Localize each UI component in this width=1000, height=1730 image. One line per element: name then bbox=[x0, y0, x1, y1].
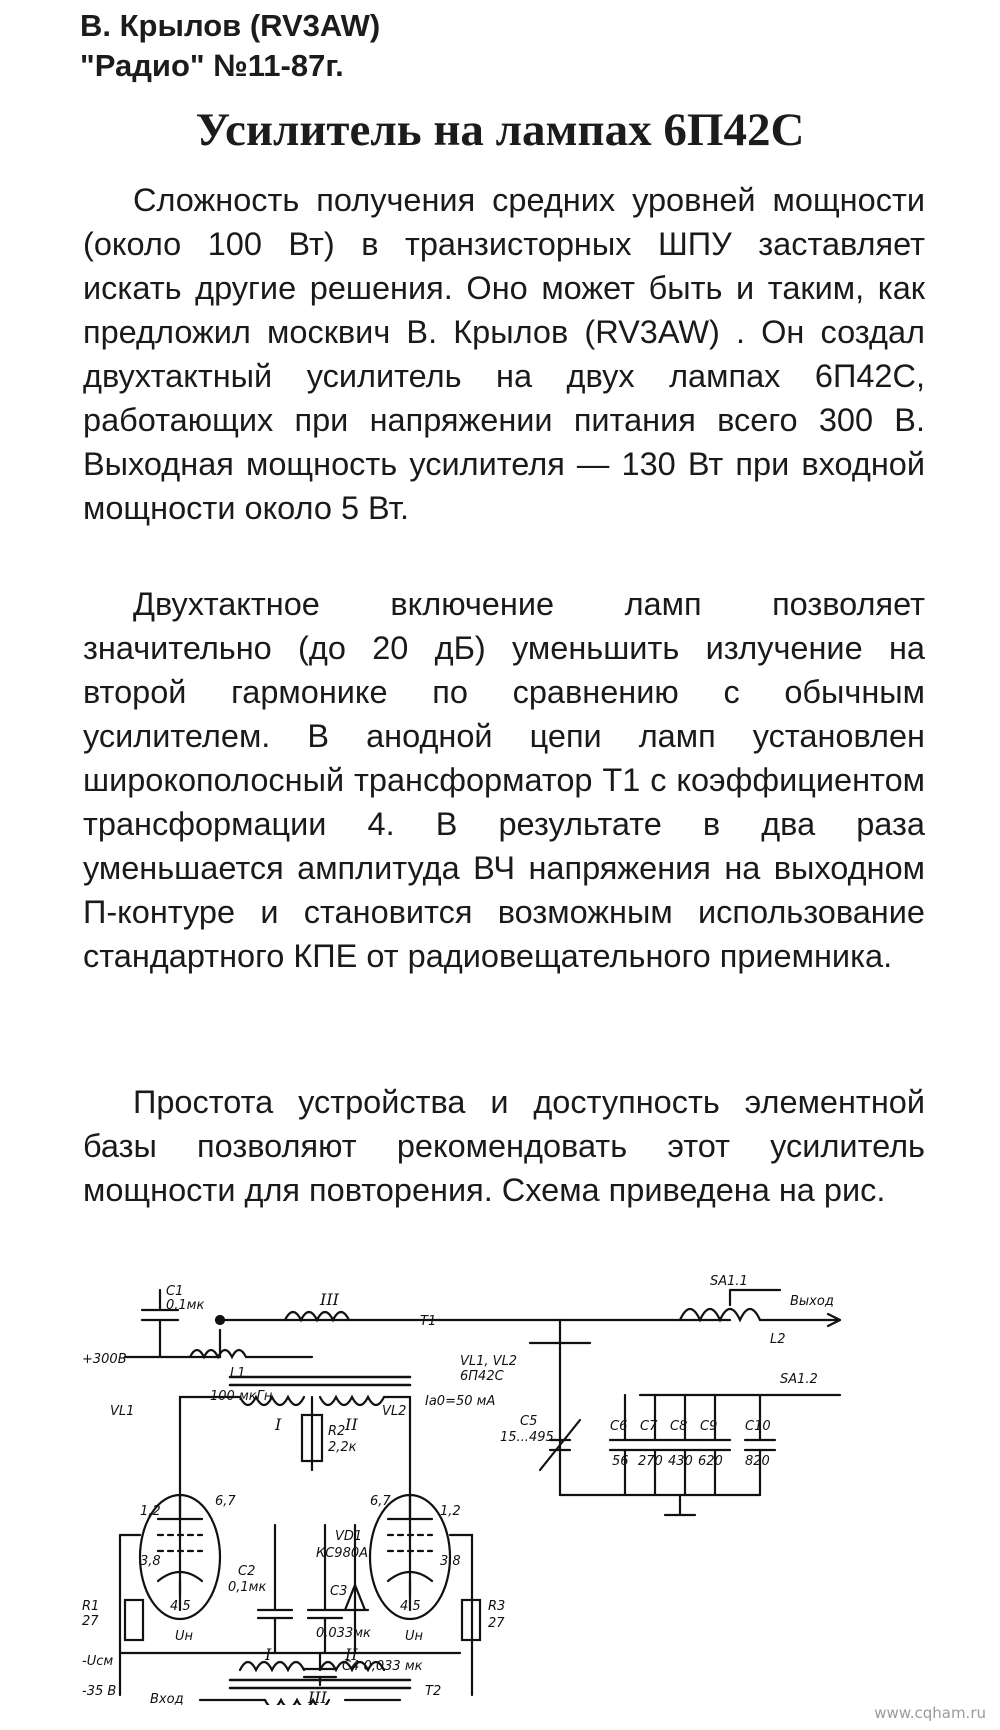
label-r3: R3 bbox=[488, 1599, 506, 1614]
label-winding-1-bot: I bbox=[265, 1645, 272, 1664]
label-tubes: VL1, VL2 bbox=[460, 1354, 518, 1369]
label-c9-value: 620 bbox=[698, 1454, 723, 1469]
label-c8-value: 430 bbox=[668, 1454, 693, 1469]
label-t1: T1 bbox=[420, 1314, 437, 1329]
label-l2: L2 bbox=[770, 1332, 786, 1347]
paragraph-3: Простота устройства и доступность элементной базы позволяют рекомендовать этот усилитель мощности для повторения. Схема приведена на рис. bbox=[83, 1084, 925, 1208]
label-l1-value: 100 мкГн bbox=[210, 1389, 273, 1404]
label-pin-38-left: 3,8 bbox=[140, 1554, 161, 1569]
label-c1-value: 0,1мк bbox=[166, 1298, 205, 1313]
label-output: Выход bbox=[790, 1294, 834, 1309]
label-c1: C1 bbox=[166, 1284, 184, 1299]
label-c2: C2 bbox=[238, 1564, 256, 1579]
label-ia0: Iа0=50 мА bbox=[425, 1394, 496, 1409]
article-title: Усилитель на лампах 6П42С bbox=[195, 104, 805, 156]
label-c7: C7 bbox=[640, 1419, 658, 1434]
label-c6: C6 bbox=[610, 1419, 628, 1434]
label-un-left: Uн bbox=[175, 1629, 194, 1644]
label-sa11: SA1.1 bbox=[710, 1274, 748, 1289]
label-pin-45-left: 4 5 bbox=[170, 1599, 191, 1614]
label-pin-67-right: 6,7 bbox=[370, 1494, 391, 1509]
label-c10-value: 820 bbox=[745, 1454, 770, 1469]
label-r1-value: 27 bbox=[82, 1614, 99, 1629]
label-pin-45-right: 4 5 bbox=[400, 1599, 421, 1614]
label-c2-value: 0,1мк bbox=[228, 1580, 267, 1595]
label-un-right: Uн bbox=[405, 1629, 424, 1644]
label-sa12: SA1.2 bbox=[780, 1372, 818, 1387]
label-r3-value: 27 bbox=[488, 1616, 505, 1631]
paragraph-2: Двухтактное включение ламп позволяет значительно (до 20 дБ) уменьшить излучение на второй гармонике по сравнению с обычным усилителем. В анодной цепи ламп установлен широкополосный трансформатор Т1 с коэффициентом трансформации 4. В результате в два раза уменьшается амплитуда ВЧ напряжения на выходном П-контуре и становится возможным использование стандартного КПЕ от радиовещательного приемника. bbox=[83, 586, 925, 974]
label-c10: C10 bbox=[745, 1419, 771, 1434]
label-winding-1-top: I bbox=[275, 1415, 282, 1434]
paragraph-1: Сложность получения средних уровней мощности (около 100 Вт) в транзисторных ШПУ заставляет искать другие решения. Оно может быть и таким, как предложил москвич В. Крылов (RV3AW) . Он создал двухтактный усилитель на двух лампах 6П42С, работающих при напряжении питания всего 300 В. Выходная мощность усилителя — 130 Вт при входной мощности около 5 Вт. bbox=[83, 182, 925, 526]
label-minus-35: -35 В bbox=[82, 1684, 117, 1699]
author-byline: В. Крылов (RV3AW) bbox=[80, 8, 381, 43]
label-winding-2-top: II bbox=[345, 1415, 358, 1434]
label-r1: R1 bbox=[82, 1599, 100, 1614]
label-vd1-type: КС980А bbox=[316, 1546, 369, 1561]
label-plus-supply: +300В bbox=[82, 1352, 127, 1367]
label-winding-3-bot: III bbox=[308, 1688, 327, 1705]
label-minus-ucm: -Uсм bbox=[82, 1654, 114, 1669]
label-c3: C3 bbox=[330, 1584, 348, 1599]
label-r2: R2 bbox=[328, 1424, 346, 1439]
label-vd1: VD1 bbox=[335, 1529, 363, 1544]
label-c5: C5 bbox=[520, 1414, 538, 1429]
circuit-schematic bbox=[80, 1265, 920, 1705]
label-t2: T2 bbox=[425, 1684, 442, 1699]
label-input: Вход bbox=[150, 1692, 184, 1705]
label-r2-value: 2,2к bbox=[328, 1440, 357, 1455]
watermark: www.cqham.ru bbox=[874, 1704, 986, 1722]
label-pin-67-left: 6,7 bbox=[215, 1494, 236, 1509]
label-vl1: VL1 bbox=[110, 1404, 135, 1419]
label-vl2: VL2 bbox=[382, 1404, 407, 1419]
label-tube-type: 6П42С bbox=[460, 1369, 504, 1384]
label-pin-12-right: 1,2 bbox=[440, 1504, 461, 1519]
label-c4: C4 0,033 мк bbox=[342, 1659, 423, 1674]
label-l1: L1 bbox=[230, 1366, 246, 1381]
label-c9: C9 bbox=[700, 1419, 718, 1434]
label-pin-12-left: 1,2 bbox=[140, 1504, 161, 1519]
label-winding-3-top: III bbox=[320, 1290, 339, 1309]
label-c8: C8 bbox=[670, 1419, 688, 1434]
label-c7-value: 270 bbox=[638, 1454, 663, 1469]
source-citation: "Радио" №11-87г. bbox=[80, 48, 344, 83]
label-c6-value: 56 bbox=[612, 1454, 629, 1469]
label-winding-2-bot: II bbox=[345, 1645, 358, 1664]
label-pin-38-right: 3,8 bbox=[440, 1554, 461, 1569]
label-c3-value: 0,033мк bbox=[316, 1626, 371, 1641]
label-c5-value: 15...495 bbox=[500, 1430, 554, 1445]
